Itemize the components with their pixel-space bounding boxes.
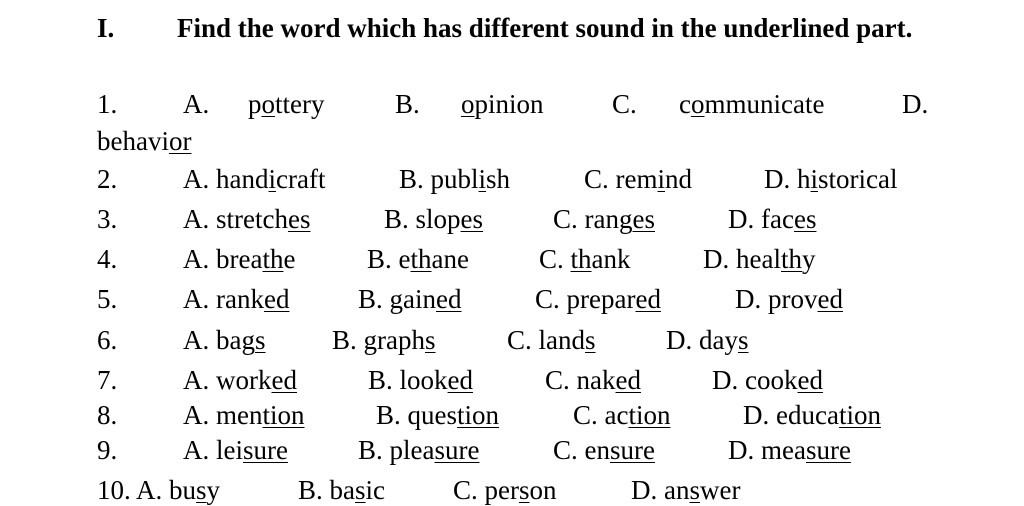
underlined-part: s <box>519 475 530 505</box>
option-c: C. naked <box>545 365 641 395</box>
option-d: D. measure <box>728 435 851 465</box>
underlined-part: i <box>478 164 487 194</box>
underlined-part: th <box>262 244 284 274</box>
option-b: B. slopes <box>384 204 484 234</box>
question-number: 2. <box>97 164 118 194</box>
underlined-part: ed <box>797 365 823 395</box>
underlined-part: s <box>585 325 596 355</box>
underlined-part: tion <box>838 400 881 430</box>
underlined-part: sure <box>243 435 288 465</box>
option-d: D. faces <box>728 204 817 234</box>
underlined-part: ed <box>263 284 290 314</box>
underlined-part: s <box>196 475 207 505</box>
underlined-part: i <box>268 164 276 194</box>
option-b: B. gained <box>358 284 462 314</box>
underlined-part: o <box>690 89 705 119</box>
underlined-part: ed <box>615 365 641 395</box>
underlined-part: sure <box>610 435 655 465</box>
option-word: communicate <box>679 89 825 119</box>
option-a: A. stretches <box>183 204 311 234</box>
option-c: C. ensure <box>553 435 655 465</box>
question-number: 6. <box>97 325 118 355</box>
option-c: C. lands <box>507 325 596 355</box>
option-d: D. healthy <box>703 244 816 274</box>
option-a: A. worked <box>183 365 297 395</box>
option-b: B. ethane <box>367 244 469 274</box>
underlined-part: tion <box>457 400 500 430</box>
option-c: C. prepared <box>535 284 661 314</box>
underlined-part: ed <box>447 365 474 395</box>
option-a: A. bags <box>183 325 266 355</box>
option-a: A. mention <box>183 400 305 430</box>
option-b: B. publish <box>399 164 511 194</box>
option-b: B. basic <box>298 475 386 505</box>
underlined-part: es <box>460 204 484 234</box>
question-number: 7. <box>97 365 118 395</box>
option-letter: B. <box>395 89 420 119</box>
underlined-part: th <box>410 244 432 274</box>
underlined-part: s <box>425 325 436 355</box>
option-c: C. action <box>573 400 671 430</box>
option-letter: D. <box>902 89 929 119</box>
underlined-part: sure <box>434 435 480 465</box>
option-word: opinion <box>461 89 544 119</box>
section-heading <box>97 10 957 47</box>
underlined-part: es <box>632 204 655 234</box>
underlined-part: i <box>810 164 819 194</box>
option-d: D. historical <box>764 164 898 194</box>
option-a: A. leisure <box>183 435 288 465</box>
question-number: 9. <box>97 435 118 465</box>
option-letter: A. <box>183 89 210 119</box>
underlined-part: s <box>355 475 366 505</box>
option-word: pottery <box>248 89 325 119</box>
question-number: 8. <box>97 400 118 430</box>
underlined-part: ed <box>817 284 843 314</box>
underlined-part: o <box>261 89 275 119</box>
question-number: 5. <box>97 284 118 314</box>
option-d: D. days <box>666 325 749 355</box>
underlined-part: ed <box>436 284 462 314</box>
underlined-part: i <box>657 164 666 194</box>
option-c: C. remind <box>584 164 693 194</box>
option-d: D. cooked <box>712 365 823 395</box>
option-d: D. answer <box>631 475 741 505</box>
option-word: behavior <box>97 126 192 156</box>
section-instruction: Find the word which has different sound in the underlined part. <box>177 13 913 43</box>
option-d: D. education <box>743 400 881 430</box>
underlined-part: s <box>737 325 749 355</box>
question-number: 10. A. busy <box>97 475 221 505</box>
option-b: B. graphs <box>332 325 436 355</box>
option-a: A. handicraft <box>183 164 326 194</box>
question-number: 4. <box>97 244 118 274</box>
section-number: I. <box>97 13 115 43</box>
option-letter: C. <box>612 89 637 119</box>
underlined-part: s <box>254 325 266 355</box>
option-c: C. ranges <box>553 204 655 234</box>
underlined-part: ed <box>635 284 661 314</box>
question-number: 1. <box>97 89 118 119</box>
underlined-part: ed <box>271 365 297 395</box>
underlined-part: tion <box>628 400 671 430</box>
option-c: C. thank <box>539 244 631 274</box>
option-b: B. pleasure <box>358 435 480 465</box>
underlined-part: tion <box>262 400 305 430</box>
option-a: A. breathe <box>183 244 296 274</box>
underlined-part: th <box>780 244 802 274</box>
underlined-part: th <box>570 244 592 274</box>
option-d: D. proved <box>735 284 843 314</box>
underlined-part: or <box>168 126 192 156</box>
underlined-part: o <box>461 89 475 119</box>
option-b: B. looked <box>368 365 474 395</box>
underlined-part: es <box>793 204 817 234</box>
option-c: C. person <box>453 475 557 505</box>
option-a: A. ranked <box>183 284 290 314</box>
underlined-part: es <box>287 204 311 234</box>
question-number: 3. <box>97 204 118 234</box>
option-b: B. question <box>376 400 500 430</box>
underlined-part: sure <box>805 435 851 465</box>
underlined-part: s <box>689 475 700 505</box>
